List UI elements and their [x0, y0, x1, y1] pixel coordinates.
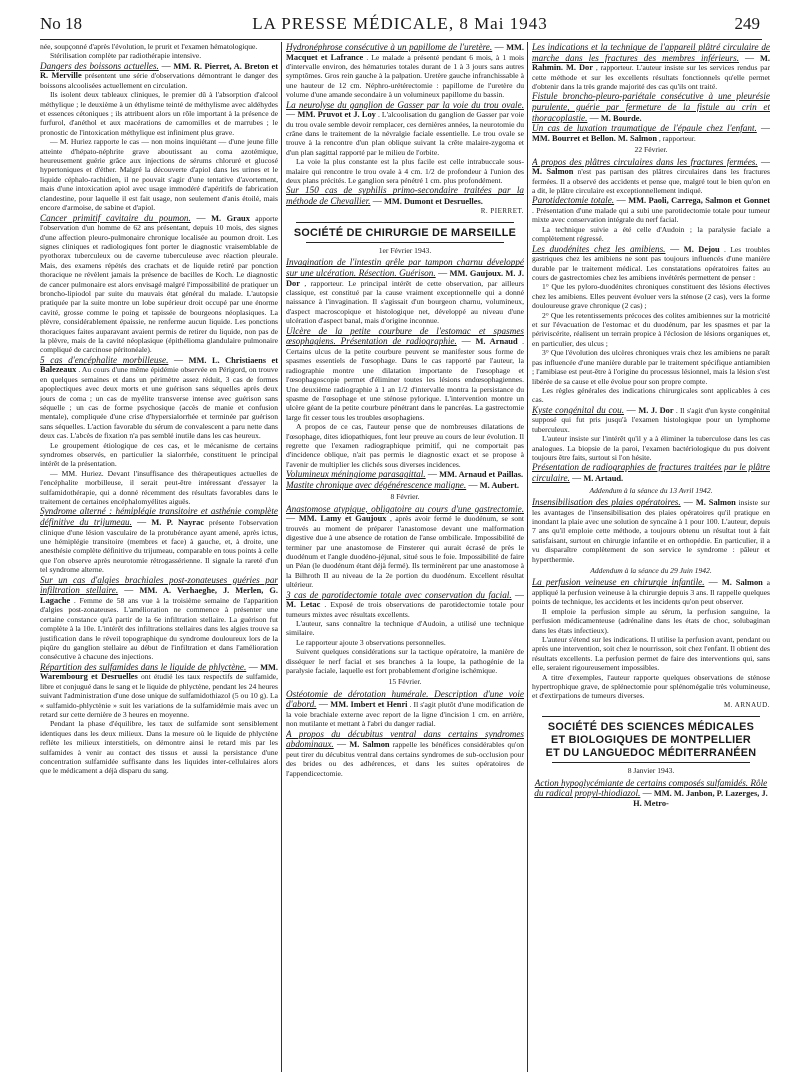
dash-separator: — — [511, 589, 524, 600]
article-text: présentent une série d'observations démontrant le danger des boissons alcooliséеs actuellement en circulation. — [40, 71, 278, 90]
article-title: La neurolyse du ganglion de Gasser par la voie du trou ovale. — [286, 99, 524, 110]
dash-separator: — — [456, 336, 476, 347]
journal-title: LA PRESSE MÉDICALE, 8 Mai 1943 — [252, 14, 548, 33]
paragraph: Le groupement étiologique de ces cas, et le mécanisme de certains syndromes observés, en particulier la sialorrhée, constituent le principal intérêt de la présentation. — [40, 440, 278, 469]
header-rule — [40, 39, 762, 40]
article-authors: MM. L. Christiaens et Balezeaux — [40, 355, 278, 375]
article-authors: M. Salmon — [695, 497, 736, 507]
dash-separator: — — [131, 517, 152, 528]
article-title: Syndrome alterné : hémiplégie transitoire et asthénie complète définitive du trijumeau. — [40, 506, 278, 528]
article-text: rappelle les bénéfices considérables qu'on peut tirer du décubitus ventral dans certains syndromes de sub-occlusion pour des brides ou des adhérences, et dans les suites opératoires de l'appendicectomie. — [286, 740, 524, 778]
article-entry — [286, 257, 524, 325]
dash-separator: — — [435, 268, 450, 279]
page-number: 249 — [734, 14, 760, 33]
dash-separator: — — [168, 354, 189, 365]
article-entry — [532, 157, 770, 196]
paragraph: La technique suivie a été celle d'Audoin ; la paralysie faciale a complètement régressé. — [532, 224, 770, 244]
dash-separator: — — [757, 156, 770, 167]
section-heading: ET BIOLOGIQUES DE MONTPELLIER — [550, 734, 752, 747]
paragraph: Suivent quelques considérations sur la tactique opératoire, la manière de disséquer le nerf facial et ses branches à la loupe, la pathogénie de la paralysie faciale, laquelle est fort probablement d'origine ischémique. — [286, 647, 524, 676]
article-title: Volumineux méningiome parasagittal. — [286, 469, 426, 480]
article-title: Un cas de luxation traumatique de l'épaule chez l'enfant. — [532, 123, 757, 134]
paragraph: L'auteur, sans connaître la technique d'Audoin, a utilisé une technique similaire. — [286, 619, 524, 638]
article-authors: MM. Arnaud et Paillas. — [439, 470, 524, 480]
paragraph: 2° Que les retentissements précoces des colites amibiennes sur la motricité et sur l'évacuation de l'estomac et du duodénum, par les spasmes et par la périviscérite, réalisent un terrain propice à l'éclosion de lésions organiques et, en particulier, des ulcus ; — [532, 310, 770, 348]
dash-separator: — — [587, 112, 601, 123]
paragraph: Les règles générales des indications chirurgicales sont applicables à ces cas. — [532, 385, 770, 405]
article-entry — [532, 778, 770, 809]
article-authors: M. Dejou — [683, 244, 720, 254]
article-entry — [532, 123, 770, 143]
running-header — [40, 14, 760, 38]
article-title: Anastomose atypique, obligatoire au cours d'une gastrectomie. — [286, 503, 524, 514]
article-entry — [532, 405, 770, 434]
article-title: 3 cas de parotidectomie totale avec conservation du facial. — [286, 589, 512, 600]
session-date: 15 Février. — [388, 677, 422, 687]
article-entry — [532, 195, 770, 224]
article-title: La perfusion veineuse en chirurgie infantile. — [532, 577, 705, 588]
article-text: . L'alcoolisation du ganglion de Gasser par voie du trou ovale semble devoir remplacer, ces dernières années, la neurotomie du crâne dans le traitement de la névralgie faciale essentielle. Le trou ovale se trouve à la rencontre d'un plan oblique suivant la crête malaire-zygoma et d'un plan sagittal rapporté par le milieu de l'orbite. — [286, 110, 524, 157]
article-entry — [40, 61, 278, 90]
article-authors: MM. M. Janbon, P. Lazerges, J. H. Metro- — [633, 789, 768, 808]
article-authors: M. Artaud. — [583, 473, 624, 483]
article-authors: M. Bourde. — [600, 113, 642, 123]
paragraph: 1° Que les pyloro-duodénites chroniques constituent des lésions électives chez les amibiens. Elles peuvent évoluer vers la sténose (2 cas), vers la forme douloureuse grave chronique (2 cas) ; — [532, 282, 770, 311]
dash-separator: — — [466, 479, 480, 490]
paragraph: Il emploie la perfusion simple au sérum, la perfusion sanguine, la perfusion médicamenteuse (adrénaline dans les états de choc, solubaginan dans les états infectieux). — [532, 606, 770, 635]
article-title: Dangers des boissons actuelles. — [40, 60, 159, 71]
article-text: a appliqué la perfusion veineuse à la chirurgie depuis 3 ans. Il rappelle quelques points de technique, les accidents et les incidents qu'on peut observer. — [532, 578, 770, 607]
article-authors: M. Salmon — [349, 740, 390, 750]
article-text: . Certains ulcus de la petite courbure peuvent se manifester sous forme de spasmes essentiels de l'œsophage. Dans le cas rapporté par l'auteur, la radiographie montre une dilatation importante de l'œsophage et l'œsophagoscopie permet d'éliminer toutes les lésions endœsophagiennes. Une deuxième radiographie à 1 an 1/2 d'intervalle montra la persistance du spasme de l'œsophage et une sténose pylorique. L'intervention montre un ulcère géant de la petite courbure pénétrant dans le pancréas. La gastrectomie large fit cesser tous les troubles œsophagiens. — [286, 337, 524, 422]
article-authors: M. Letac — [286, 600, 321, 610]
article-text: . Les troubles gastriques chez les amibiens ne sont pas toujours influencés d'une manière durable par le traitement médical. Les constatations opératoires faites au cours de gastrectomies chez les amibiens invétérés permettent de penser : — [532, 244, 770, 283]
article-text: , rapporteur. L'auteur insiste sur les services rendus par cette méthode et sur les excellents résultats fonctionnels qu'elle permet d'obtenir dans la très grande majorité des cas qu'ils ont traité. — [532, 63, 770, 91]
article-title: Répartition des sulfamides dans le liquide de phlyctène. — [40, 661, 247, 672]
article-entry — [286, 469, 524, 480]
article-authors: M. Graux — [211, 213, 250, 223]
dash-separator: — — [756, 123, 770, 134]
article-text: . Exposé de trois observations de parotidectomie totale pour tumeurs mixtes avec résultats excellents. — [286, 600, 524, 619]
article-authors: M. P. Nayrac — [151, 518, 205, 528]
article-authors: M. Salmon — [721, 578, 763, 588]
article-authors: M. Aubert. — [479, 480, 519, 490]
paragraph: L'auteur insiste sur l'intérêt qu'il y a à éliminer la tuberculose dans les cas analogues. La biopsie de la paroi, l'examen bactériologique du pus doivent toujours être faits, surtout si l'on hésite. — [532, 434, 770, 462]
paragraph: Le rapporteur ajoute 3 observations personnelles. — [296, 637, 446, 647]
article-entry — [286, 590, 524, 619]
signature: M. ARNAUD. — [723, 700, 770, 709]
article-title: Insensibilisation des plaies opératoires. — [532, 496, 681, 507]
article-title: Ostéotomie de dérotation humérale. Description d'une voie d'abord. — [286, 688, 524, 710]
article-text: présente l'observation clinique d'une lésion vasculaire de la protubérance ayant amené, après ictus, une hémiplégie transitoire (membres et face) à gauche, et, à droite, une anesthésie complète définitive du trijumeau, comparable en tous points à celle que l'on observe après neurotomie rétrogassérienne. Il signale la rareté d'un tel syndrome alterne. — [40, 518, 278, 575]
article-title: Fistule broncho-pleuro-pariétale consécutive à une pleurésie purulente, guérie par fermeture de la fistule au crin et thoracoplastie. — [532, 91, 770, 123]
article-entry — [532, 244, 770, 283]
article-text: apporte l'observation d'un homme de 62 ans présentant, depuis 10 mois, des signes d'une affection pleuro-pulmonaire chronique localisée au poumon droit. Les signes cliniques et radiologiques font porter le diagnostic vraisemblable de pyothorax tuberculeux ou de caverne tuberculeuse avec réaction pleurale. Mais, des examens répétés des crachats et de liquide retiré par ponction thoracique ne révèlent jamais la présence de bacilles de Koch. Le diagnostic de cancer pulmonaire est alors envisagé malgré l'impossibilité de pratiquer un broncho-lipiodol par suite du mauvais état général du malade. L'autopsie pratiquée par la suite montre un lobe supérieur droit occupé par une énorme cavité, grosse comme le poing et tapissée de bourgeons néoplasiques. La plèvre, considérablement épaissie, ne renferme aucun liquide. Les ponctions thoraciques faites auparavant avaient permis de retirer du liquide, non pas de la plèvre, mais de la cavité néoplasique (épithélioma glandulaire pulmonaire compliqué de carcinose péritonéale). — [40, 213, 278, 355]
article-authors: MM. Lamy et Gaujoux — [298, 514, 387, 524]
addendum-heading: Addendum à la séance du 13 Avril 1942. — [589, 485, 713, 495]
dash-separator: — — [425, 469, 440, 480]
article-title: A propos du décubitus ventral dans certains syndromes abdominaux. — [286, 728, 524, 750]
article-entry — [532, 577, 770, 606]
article-title: Action hypoglycémiante de certains composés sulfamidés. Rôle du radical propyl-thiodiazol. — [534, 777, 768, 799]
column-1 — [40, 42, 278, 1072]
paragraph: Pendant la phase d'équilibre, les taux de sulfamide sont sensiblement identiques dans les deux milieux. Dans la mesure où le liquide de phlyctène reflète les milieux interstitiels, on démontre ainsi le retard mis par les sulfamides à venir au contact des tissus et aussi la persistance d'une concentration sulfamidée suffisante dans les liquides inter-cellulaires alors que le médicament a déjà disparu du sang. — [40, 719, 278, 776]
article-entry — [286, 100, 524, 158]
article-authors: MM. Paoli, Carrega, Salmon et Gonnet — [628, 196, 770, 206]
article-text: . Femme de 58 ans vue à la troisième semaine de l'apparition d'algies post-zonateuses. L'amélioration ne commence à présenter une certaine constance qu'à partir de la 6e infiltration stellaire. La guérison fut complète à la 10e. L'intérêt des infiltrations stellaires dans les algies trouve sa justification dans le réveil topographique du syndrome douloureux lors de la piqûre du ganglion stellaire au début de l'infiltration et dans l'amélioration consécutive à chacune des injections. — [40, 595, 278, 662]
dash-separator: — — [739, 52, 760, 63]
dash-separator: — — [370, 196, 384, 207]
article-title: 5 cas d'encéphalite morbilleuse. — [40, 354, 169, 365]
dash-separator: — — [316, 699, 331, 710]
paragraph: — M. Huriez rapporte le cas — non moins inquiétant — d'une jeune fille atteinte d'hépato-néphrite grave aboutissant au coma azotémique, heureusement guérie grâce aux injections de sérums chloruré et glucosé hypertoniques et d'éther. Malgré la découverte d'apiol dans les urines et le liquide céphalo-rachidien, il ne pouvait s'agir d'une tentative d'avortement, mais d'une intoxication apiol avec usage immodéré d'apéritifs de fabrication clandestine, pour laquelle il est fait usage, non seulement d'anis étoilé, mais encore d'armoise, de sabine et d'apiol. — [40, 137, 278, 213]
article-text: , rapporteur. — [658, 133, 696, 143]
article-authors: M. Salmon — [532, 167, 574, 177]
dash-separator: — — [665, 243, 684, 254]
article-authors: MM. Pruvot et J. Loy — [297, 110, 376, 120]
article-authors: MM. Warembourg et Desruelles — [40, 662, 278, 682]
article-authors: MM. A. Verhaeghe, J. Merlen, G. Lagache — [40, 586, 278, 605]
dash-separator: — — [286, 513, 299, 524]
article-entry — [286, 185, 524, 206]
article-entry — [286, 689, 524, 729]
article-text: n'est pas partisan des plâtres circulaires dans les fractures fermées. Il a observé des accidents et pense que, malgré tout le bien qu'on en a dit, le plâtre circulaire est exceptionnellement indiqué. — [532, 167, 770, 195]
dash-separator: — — [286, 109, 298, 120]
paragraph: A titre d'exemples, l'auteur rapporte quelques observations de sténose hypertrophique grave, de splénectomie pour splénomégalie très volumineuse, et d'extirpations de tumeurs diverses. — [532, 672, 770, 701]
column-3 — [532, 42, 770, 1072]
article-title: Mastite chronique avec dégénérescence maligne. — [286, 479, 467, 490]
dash-separator: — — [680, 496, 696, 507]
dash-separator: — — [190, 212, 212, 223]
article-text: , après avoir fermé le duodénum, se sont trouvés au moment de préparer l'anastomose devant une malformation digestive due à une absence de rotation de l'anse ombilicale. Impossibilité de terminer par une anastomose de Finsterer qui aurait écrasé de près le duodénum et l'angle duodéno-jéjunal, situé sous le foie. Impossibilité de faire un Péan (le duodénum étant déjà fermé). Ils terminèrent par une anastomose à la Bilhroth II au niveau de la 2e portion du duodénum. Excellent résultat ultérieur. — [286, 514, 524, 590]
section-heading: SOCIÉTÉ DES SCIENCES MÉDICALES — [547, 721, 755, 734]
article-text: insiste sur les avantages de l'insensibilisation des plaies opératoires qu'il pratique en inondant la plaie avec une solution de syncaïne à 1 pour 100. L'auteur, depuis 7 ans qu'il emploie cette méthode, a toujours obtenu un résultat tout à fait satisfaisant, surtout en chirurgie infantile et en orthopédie. En particulier, il a vu disparaître complètement de son service le syndrome : pâleur et hyperthermie. — [532, 497, 770, 564]
article-entry — [286, 42, 524, 100]
dash-separator: — — [624, 404, 639, 415]
session-date: 8 Février. — [390, 492, 420, 502]
session-date: 1er Février 1943. — [378, 246, 432, 256]
article-authors: MM. Dumont et Desruelles. — [383, 197, 483, 207]
article-entry — [286, 504, 524, 590]
article-entry — [40, 213, 278, 355]
session-date: 8 Janvier 1943. — [627, 766, 675, 776]
article-title: Hydronéphrose consécutive à un papillome de l'uretère. — [286, 42, 493, 52]
section-heading: SOCIÉTÉ DE CHIRURGIE DE MARSEILLE — [293, 227, 517, 240]
article-entry — [40, 662, 278, 720]
paragraph: Stérilisation complète par radiothérapie intensive. — [50, 51, 202, 61]
dash-separator: — — [333, 739, 350, 750]
article-entry — [40, 575, 278, 662]
addendum-heading: Addendum à la séance du 29 Juin 1942. — [590, 565, 712, 575]
article-authors: MM. Macquet et Lafrance — [286, 43, 524, 62]
dash-separator: — — [492, 42, 507, 52]
section-rule — [542, 716, 760, 717]
paragraph: — MM. Huriez. Devant l'insuffisance des thérapeutiques actuelles de l'encéphalite morbilleuse, il serait peut-être intéressant d'essayer la sulfamidothérapie, qui a donné récemment des résultats favorables dans le traitement de certaines encéphalomyélites aiguës. — [40, 468, 278, 507]
paragraph: 3° Que l'évolution des ulcères chroniques vrais chez les amibiens ne paraît pas influencée d'une manière durable par le traitement spécifique antiamibien ; l'amibiase est peut-être à l'origine du processus lésionnel, mais la lésion s'est libérée de sa cause et elle évolue pour son propre compte. — [532, 348, 770, 386]
article-text: . Au cours d'une même épidémie observée en Périgord, on trouve en quelques semaines et dans un périmètre assez réduit, 3 cas de formes apoplectiques avec deux morts et une guérison sans séquelles après deux jours de coma ; un cas de myélite transverse intense avec guérison sans séquelle ; un cas de forme psychosique (accès de manie et confusion mentale), compliquée d'une crise d'hypersialorrhée et terminée par guérison sans séquelles. L'action favorable du sérum de convalescent a paru nette dans deux cas. L'abcès de fixation n'a pas semblé inutile dans les cas heureux. — [40, 365, 278, 441]
article-text: . Il s'agit d'un kyste congénital supposé qui fut pris jusqu'à l'examen histologique pour un lymphome tuberculeux. — [532, 405, 770, 434]
article-title: Ulcère de la petite courbure de l'estomac et spasmes œsophagiens. Présentation de radiographie. — [286, 325, 524, 347]
article-entry — [532, 42, 770, 91]
dash-separator: — — [640, 788, 654, 799]
article-entry — [532, 462, 770, 483]
issue-number: No 18 — [40, 14, 83, 33]
article-title: Les indications et la technique de l'appareil plâtré circulaire de marche dans les fractures des membres inférieurs. — [532, 42, 770, 63]
article-title: A propos des plâtres circulaires dans les fractures fermées. — [532, 156, 758, 167]
paragraph: A propos de ce cas, l'auteur pense que de nombreuses dilatations de l'œsophage, dites idiopathiques, font leur preuve au cours de leur évolution. Il regrette que l'examen radiographique primitif, qui ne comportait pas d'incidence oblique, n'ait pas permis le diagnostic exact et se propose à l'avenir de multiplier les clichés sous diverses incidences. — [286, 422, 524, 469]
section-rule — [296, 222, 514, 223]
article-title: Invagination de l'intestin grêle par tampon charnu développé sur une ulcération. Résection. Guérison. — [286, 257, 524, 279]
article-title: Présentation de radiographies de fractures traitées par le plâtre circulaire. — [532, 462, 770, 483]
dash-separator: — — [614, 195, 629, 206]
session-date: 22 Février. — [634, 145, 668, 155]
section-rule — [552, 762, 750, 763]
dash-separator: — — [569, 472, 584, 483]
article-title: Sur un cas d'algies brachiales post-zonateuses guéries par infiltration stellaire. — [40, 574, 278, 596]
column-divider — [527, 42, 528, 1072]
article-authors: MM. Imbert et Henri — [330, 700, 408, 710]
article-authors: MM. Gaujoux. M. J. Dor — [286, 269, 524, 288]
dash-separator: — — [158, 60, 174, 71]
article-title: Les duodénites chez les amibiens. — [532, 243, 666, 254]
article-authors: MM. Bourret et Bellon. M. Salmon — [532, 133, 657, 143]
article-text: . Il s'agit plutôt d'une modification de la voie brachiale externe avec report de la ligne d'incision 1 cm. en arrière, non mutilante et mettant à l'abri du danger radial. — [286, 700, 524, 729]
signature: R. PIERRET. — [480, 206, 524, 215]
article-title: Parotidectomie totale. — [532, 195, 615, 206]
dash-separator: — — [118, 585, 140, 596]
article-text: . Présentation d'une malade qui a subi une parotidectomie totale pour tumeur mixte avec conservation intégrale du nerf facial. — [532, 206, 770, 225]
article-authors: M. J. Dor — [638, 405, 674, 415]
paragraph: Ils isolent deux tableaux cliniques, le premier dû à l'absorption d'alcool méthylique ; le deuxième à un éthylisme teinté de méthylisme avec aldéhydes et essences cétoniques ; ils attribuent alors un rôle important à la présence de furfurol, d'anéthol et aux macérations de camomilles et de marrubes ; le pronostic de l'intoxication méthylique est infiniment plus grave. — [40, 90, 278, 137]
article-title: Cancer primitif cavitaire du poumon. — [40, 212, 191, 223]
article-entry — [532, 497, 770, 564]
paragraph: née, soupçonné d'après l'évolution, le prurit et l'examen hématologique. — [40, 42, 258, 51]
article-authors: M. Arnaud — [475, 337, 518, 347]
article-entry — [40, 355, 278, 441]
paragraph: L'auteur s'étend sur les indications. Il utilise la perfusion avant, pendant ou après une intervention, soit chez le nourrisson, soit chez l'enfant. Il obtient des résultats excellents. La perfusion permet de faire des interventions qui, sans elle, seraient rigoureusement impossibles. — [532, 635, 770, 673]
dash-separator: — — [704, 577, 722, 588]
article-entry — [286, 480, 524, 491]
article-entry — [286, 326, 524, 422]
article-authors: M. Rahmin. M. Dor — [532, 53, 770, 73]
dash-separator: — — [246, 661, 261, 672]
article-authors: MM. R. Pierret, A. Breton et R. Merville — [40, 61, 278, 81]
article-title: Kyste congénital du cou. — [532, 404, 625, 415]
article-text: , rapporteur. Le principal intérêt de cette observation, par ailleurs classique, est constitué par la cause vraiment exceptionnelle qui a donné naissance à l'invagination. Il s'agissait d'un bourgeon charnu, volumineux, d'aspect macroscopique et histologique net, développé au niveau d'une ulcération d'aspect banal, mais d'origine inconnue. — [286, 278, 524, 326]
article-entry — [286, 729, 524, 778]
section-rule — [306, 242, 504, 243]
column-2 — [286, 42, 524, 1072]
article-text: ont étudié les taux respectifs de sulfamide, libre et conjugué dans le sang et le liquide de phlyctène, pendant les 24 heures suivant l'administration d'une dose unique de sulfamidothiazol (5 ou 10 g). La « sulfamido-phlyctènie » suit les variations de la sulfamidémie mais avec un retard sur cette dernière de 3 heures en moyenne. — [40, 672, 278, 719]
paragraph: La voie la plus constante est la plus facile est celle intrabuccale sous-malaire qui rencontre le trou ovale à 4 cm. 1/2 de profondeur à l'union des deux plans précités. Le ganglion sera pénétré 1 cm. plus profondément. — [286, 157, 524, 186]
article-title: Sur 150 cas de syphilis primo-secondaire traitées par la méthode de Chevallier. — [286, 185, 524, 207]
article-entry — [532, 91, 770, 123]
column-divider — [281, 42, 282, 1072]
article-entry — [40, 506, 278, 574]
section-heading: ET DU LANGUEDOC MÉDITERRANÉEN — [545, 747, 757, 760]
article-text: . Le malade a présenté pendant 6 mois, à 1 mois d'intervalle environ, des hématuries totales durant de 1 à 3 jours sans autres symptômes. Gros rein gauche à la palpation. Uretère gauche infranchissable à une hauteur de 12 cm. Néphro-urétérectomie : papillome de l'uretère du volume d'une amande secondaire à un volumineux papillome du bassin. — [286, 52, 524, 100]
